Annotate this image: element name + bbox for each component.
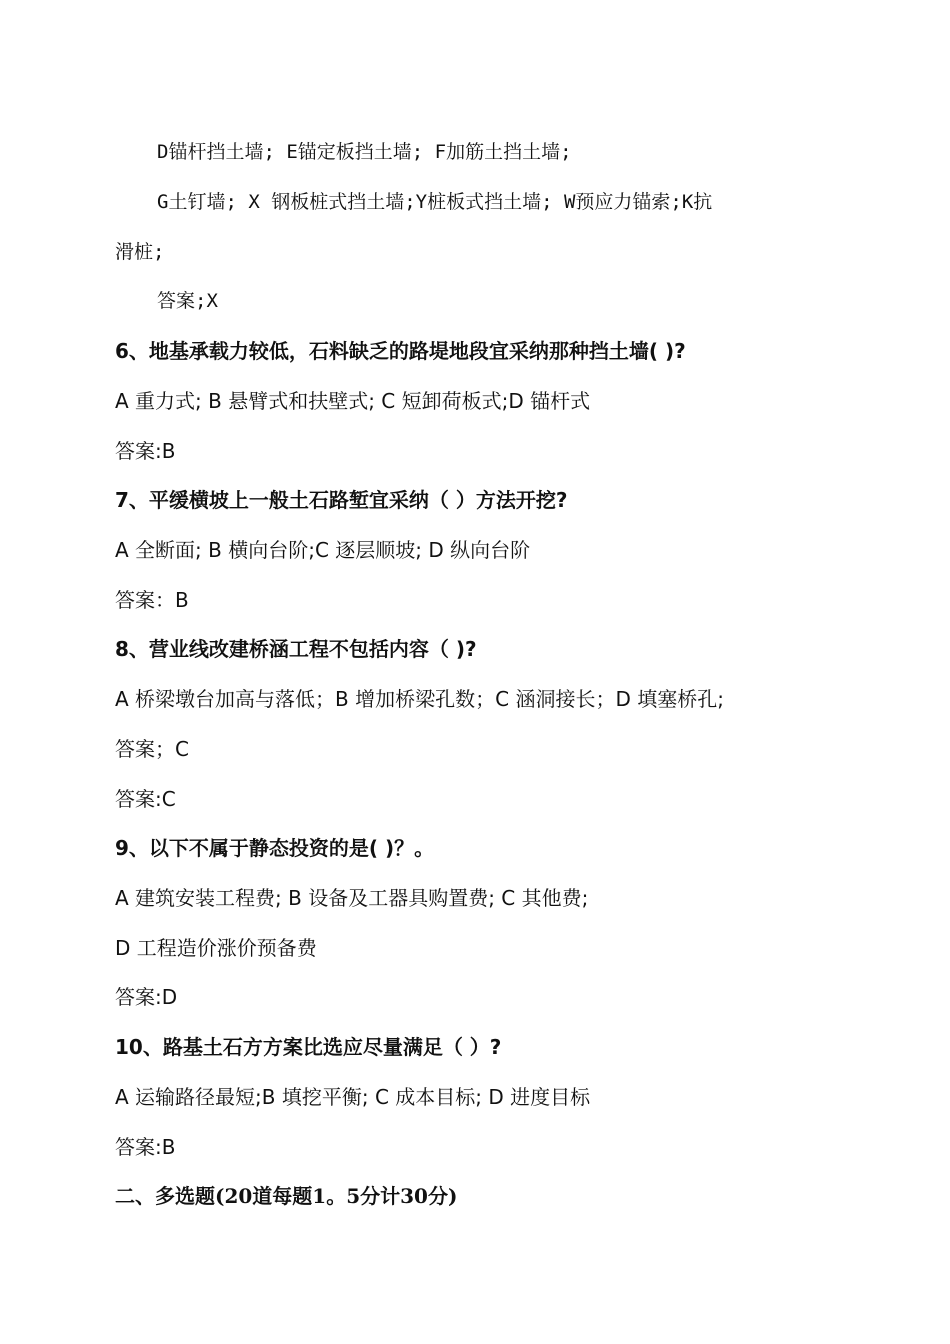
option-line: D锚杆挡土墙; E锚定板挡土墙; F加筋土挡土墙; <box>157 141 572 163</box>
question-8: 8、营业线改建桥涵工程不包括内容（ )? <box>115 637 477 661</box>
question-8-answer: 答案；C <box>115 737 189 761</box>
question-10-options: A 运输路径最短;B 填挖平衡; C 成本目标; D 进度目标 <box>115 1085 591 1109</box>
question-8-options: A 桥梁墩台加高与落低；B 增加桥梁孔数；C 涵洞接长；D 填塞桥孔; <box>115 687 724 711</box>
question-7-options: A 全断面; B 横向台阶;C 逐层顺坡; D 纵向台阶 <box>115 538 531 562</box>
question-10: 10、路基土石方方案比选应尽量满足（ ）? <box>115 1035 502 1059</box>
question-10-answer: 答案:B <box>115 1135 176 1159</box>
question-6-options: A 重力式; B 悬臂式和扶壁式; C 短卸荷板式;D 锚杆式 <box>115 389 591 413</box>
question-6-answer: 答案:B <box>115 439 176 463</box>
question-6: 6、地基承载力较低，石料缺乏的路堤地段宜采纳那种挡土墙( )? <box>115 339 686 363</box>
question-9-options: A 建筑安装工程费; B 设备及工器具购置费; C 其他费; <box>115 886 589 910</box>
answer-line: 答案;X <box>157 290 218 312</box>
question-8-answer-repeat: 答案:C <box>115 787 176 811</box>
question-9: 9、以下不属于静态投资的是( )？。 <box>115 836 435 860</box>
option-line-continuation: 滑桩; <box>115 241 165 263</box>
option-line: G土钉墙; X 钢板桩式挡土墙;Y桩板式挡土墙; W预应力锚索;K抗 <box>157 191 713 213</box>
question-7-answer: 答案：B <box>115 588 189 612</box>
question-7: 7、平缓横坡上一般土石路堑宜采纳（ ）方法开挖? <box>115 488 568 512</box>
section-heading: 二、多选题(20道每题1。5分计30分) <box>115 1184 458 1208</box>
question-9-options-continued: D 工程造价涨价预备费 <box>115 936 317 960</box>
question-9-answer: 答案:D <box>115 985 178 1009</box>
